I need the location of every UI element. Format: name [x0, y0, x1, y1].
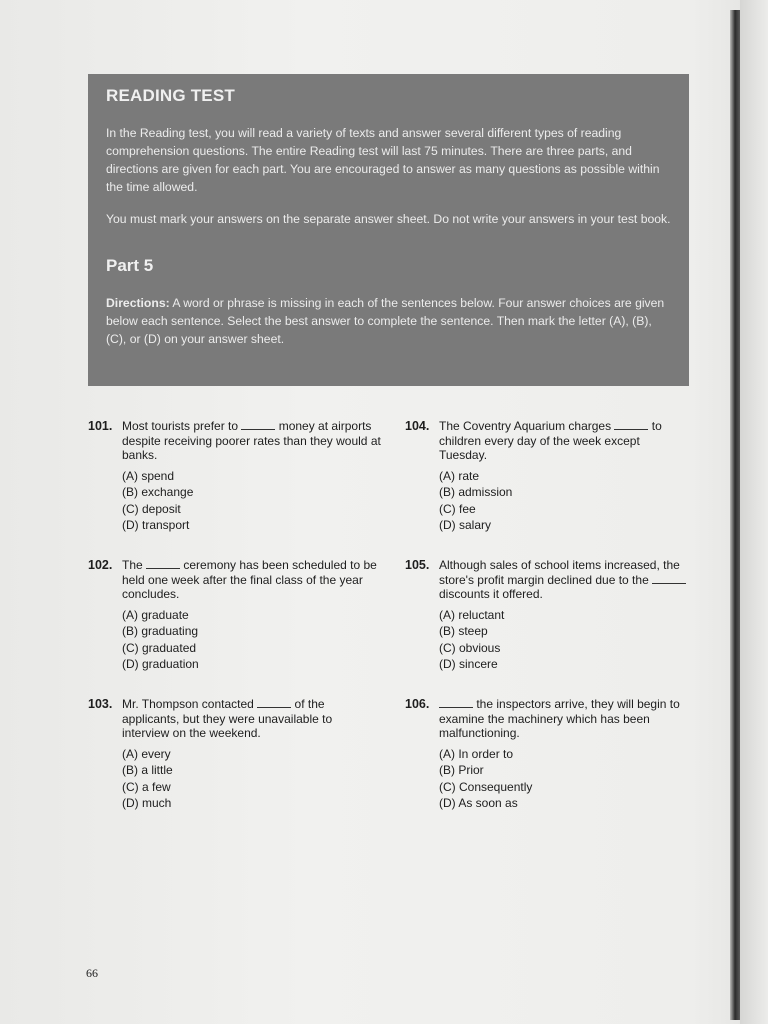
question-stem: [439, 558, 691, 602]
option-c: (C) obvious: [439, 640, 501, 655]
option-b: (B) admission: [439, 485, 513, 500]
stem-before-blank: Mr. Thompson contacted: [122, 697, 258, 711]
option-d: (D) As soon as: [439, 796, 518, 811]
option-c: (C) graduated: [122, 640, 197, 655]
answer-blank: [146, 558, 180, 569]
option-d: (D) sincere: [439, 657, 498, 672]
answer-blank: [652, 573, 686, 584]
intro-paragraph: In the Reading test, you will read a variety of texts and answer several different types of reading comprehension questions. The entire Reading test will last 75 minutes. There are three parts, and directions are given for each part. You are encouraged to answer as many questions as possible within the time allowed.: [106, 126, 660, 194]
answer-sheet-note: You must mark your answers on the separate answer sheet. Do not write your answers in your test book.: [106, 212, 671, 226]
question-number: 106.: [405, 697, 430, 711]
option-d: (D) transport: [122, 518, 190, 533]
stem-before-blank: The: [122, 558, 147, 572]
option-a: (A) graduate: [122, 607, 189, 622]
answer-blank: [241, 419, 275, 430]
question-number: 104.: [405, 419, 430, 433]
answer-blank: [439, 697, 473, 708]
question-101: [88, 419, 382, 534]
option-d: (D) salary: [439, 518, 492, 533]
stem-after-blank: ceremony has been scheduled to be held one week after the final class of the year concludes.: [122, 558, 377, 601]
question-number: 103.: [88, 697, 113, 711]
stem-after-blank: the inspectors arrive, they will begin to examine the machinery which has been malfunctioning.: [439, 697, 680, 740]
directions-label: Directions:: [106, 296, 170, 310]
stem-after-blank: money at airports despite receiving poorer rates than they would at banks.: [122, 419, 381, 462]
option-a: (A) reluctant: [439, 607, 505, 622]
question-106: [405, 697, 689, 812]
option-b: (B) exchange: [122, 485, 194, 500]
page-edge-shadow: [740, 0, 768, 1024]
section-title: READING TEST: [106, 86, 235, 105]
question-103: [88, 697, 382, 812]
option-b: (B) Prior: [439, 763, 484, 778]
question-stem: [122, 697, 382, 741]
option-c: (C) deposit: [122, 501, 181, 516]
option-a: (A) rate: [439, 468, 480, 483]
question-number: 102.: [88, 558, 113, 572]
question-stem: [439, 419, 689, 463]
option-b: (B) steep: [439, 624, 488, 639]
option-b: (B) a little: [122, 763, 173, 778]
reading-test-header: [88, 74, 689, 386]
answer-blank: [257, 697, 291, 708]
book-spine: [730, 10, 740, 1020]
option-c: (C) a few: [122, 779, 171, 794]
page-number: 66: [86, 966, 98, 980]
question-stem: [122, 419, 382, 463]
option-c: (C) Consequently: [439, 779, 533, 794]
part-title: Part 5: [106, 256, 154, 275]
stem-before-blank: Although sales of school items increased, the store's profit margin declined due to the: [439, 558, 680, 587]
stem-after-blank: to children every day of the week except Tuesday.: [439, 419, 662, 462]
option-a: (A) In order to: [439, 746, 514, 761]
question-stem: [439, 697, 689, 741]
option-a: (A) every: [122, 746, 171, 761]
option-d: (D) much: [122, 796, 172, 811]
answer-blank: [614, 419, 648, 430]
question-number: 101.: [88, 419, 113, 433]
option-a: (A) spend: [122, 468, 175, 483]
question-102: [88, 558, 382, 673]
directions: [106, 294, 671, 348]
question-104: [405, 419, 689, 534]
question-105: [405, 558, 691, 673]
stem-before-blank: Most tourists prefer to: [122, 419, 242, 433]
stem-after-blank: discounts it offered.: [439, 587, 543, 601]
option-b: (B) graduating: [122, 624, 199, 639]
question-number: 105.: [405, 558, 430, 572]
option-d: (D) graduation: [122, 657, 199, 672]
stem-before-blank: The Coventry Aquarium charges: [439, 419, 615, 433]
stem-after-blank: of the applicants, but they were unavailable to interview on the weekend.: [122, 697, 333, 740]
directions-text: A word or phrase is missing in each of the sentences below. Four answer choices are given below each sentence. Select the best answer to complete the sentence. Then mark the letter (A), (B), (C), or (D) on your answer sheet.: [106, 296, 665, 346]
option-c: (C) fee: [439, 501, 476, 516]
question-stem: [122, 558, 382, 602]
